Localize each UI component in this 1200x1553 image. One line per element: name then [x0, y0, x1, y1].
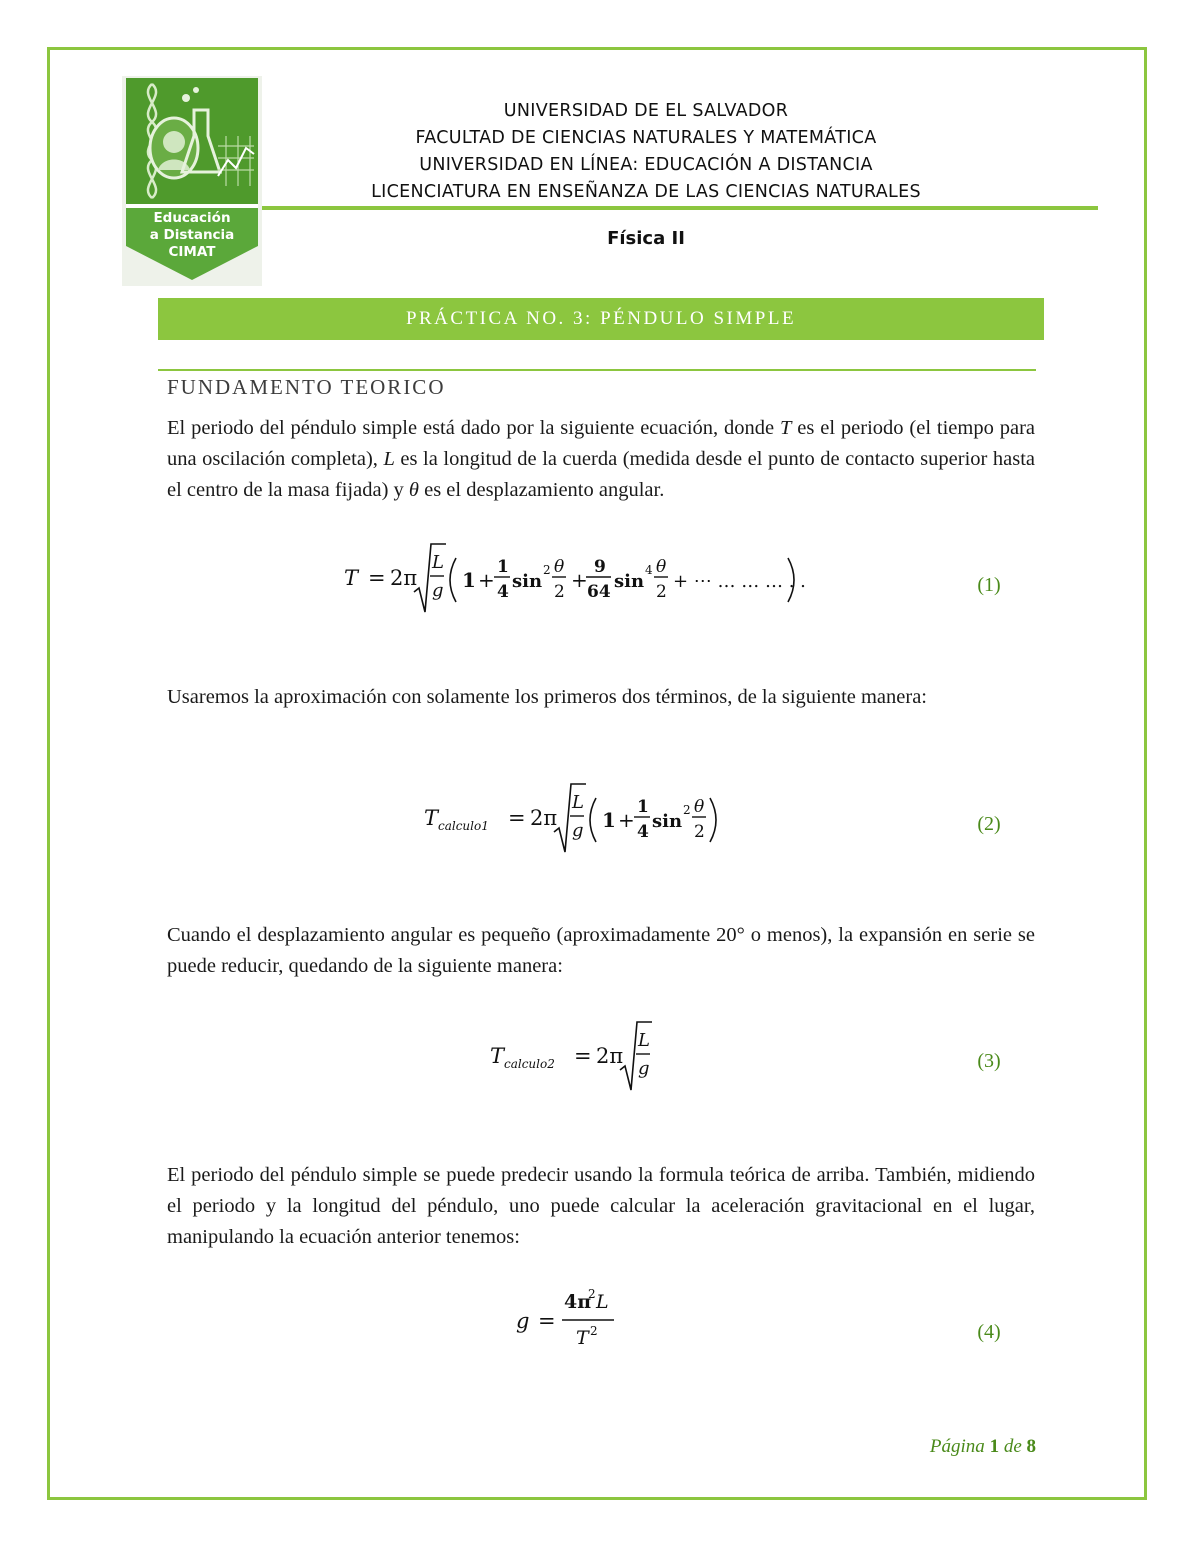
equation-2	[420, 770, 730, 860]
subject-title: Física II	[607, 228, 685, 249]
eq1-lhs: T	[344, 566, 359, 590]
eq3-g: g	[638, 1058, 650, 1079]
eq4-equals: =	[538, 1309, 556, 1333]
page-number	[870, 1436, 1036, 1458]
page-of-word: de	[1003, 1436, 1022, 1457]
eq1-equals: =	[368, 566, 386, 590]
paragraph-1	[167, 413, 1035, 506]
paragraph-2: Usaremos la aproximación con solamente los primeros dos términos, de la siguiente manera:	[167, 686, 928, 708]
page-word: Página	[929, 1436, 985, 1457]
eq4-den-exp: 2	[590, 1324, 598, 1338]
p1-var-T: T	[780, 417, 792, 439]
eq3-L: L	[638, 1030, 650, 1051]
equation-1	[330, 530, 810, 620]
eq1-plus-1: +	[478, 568, 495, 592]
cimat-logo	[122, 76, 262, 286]
eq2-frac-num: 1	[637, 797, 649, 817]
eq1-frac1-num: 1	[497, 557, 509, 577]
page-current: 1	[989, 1436, 1000, 1457]
eq4-num: 4π	[564, 1291, 592, 1313]
equation-4	[510, 1280, 630, 1360]
eq3-lhs: T	[490, 1044, 505, 1068]
eq2-L: L	[572, 792, 584, 813]
eq3-subscript: calculo2	[504, 1057, 555, 1071]
eq2-one: 1	[602, 808, 616, 832]
eq1-frac2-den: 64	[587, 582, 611, 602]
eq1-frac2-num: 9	[594, 557, 606, 577]
equation-4-number: (4)	[977, 1321, 1001, 1343]
eq1-sin-2: sin	[614, 571, 645, 592]
header-divider	[262, 206, 1098, 210]
eq2-equals: =	[508, 806, 526, 830]
eq2-two-pi: 2π	[530, 806, 558, 830]
eq2-plus: +	[618, 808, 635, 832]
p1-var-theta: θ	[408, 479, 419, 501]
eq1-half-1: 2	[554, 582, 565, 602]
p1-text-a: El periodo del péndulo simple está dado por la siguiente ecuación, donde	[167, 417, 781, 439]
eq1-half-2: 2	[656, 582, 667, 602]
eq1-frac1-den: 4	[497, 582, 509, 602]
paragraph-3: Cuando el desplazamiento angular es pequeño (aproximadamente 20° o menos), la expansión en serie se puede reducir, quedando de la siguiente manera:	[167, 924, 1035, 977]
section-title: FUNDAMENTO TEORICO	[167, 375, 446, 399]
logo-line-3: CIMAT	[168, 244, 216, 260]
eq2-exp-2: 2	[683, 803, 691, 817]
eq2-half: 2	[694, 822, 705, 842]
eq4-den: T	[576, 1327, 589, 1349]
eq1-sin-1: sin	[512, 571, 543, 592]
eq2-g: g	[572, 820, 584, 841]
p1-text-b: es el periodo (el tiempo para una oscilación completa),	[167, 417, 1035, 470]
p1-text-c: es la longitud de la cuerda (medida desde el punto de contacto superior hasta el centro de la masa fijada) y	[167, 448, 1036, 501]
logo-caption	[122, 210, 262, 261]
eq1-tail: + ⋯ … … … . .	[673, 571, 806, 592]
eq4-num-L: L	[596, 1291, 609, 1313]
logo-line-1: Educación	[153, 210, 231, 226]
eq1-plus-2: +	[571, 568, 588, 592]
header-line-1: UNIVERSIDAD DE EL SALVADOR	[503, 101, 789, 121]
eq2-theta: θ	[694, 797, 705, 817]
eq1-g: g	[432, 580, 444, 601]
page-total: 8	[1026, 1436, 1036, 1457]
eq1-exp-4: 4	[645, 563, 653, 577]
eq2-lhs: T	[424, 806, 439, 830]
header-line-2: FACULTAD DE CIENCIAS NATURALES Y MATEMÁTICA	[415, 128, 877, 148]
eq1-theta-1: θ	[554, 557, 565, 577]
eq2-subscript: calculo1	[438, 819, 489, 833]
equation-2-number: (2)	[977, 813, 1001, 835]
eq3-two-pi: 2π	[596, 1044, 624, 1068]
eq4-num-exp: 2	[588, 1287, 596, 1301]
header-line-4: LICENCIATURA EN ENSEÑANZA DE LAS CIENCIAS NATURALES	[371, 182, 921, 202]
equation-1-number: (1)	[977, 574, 1001, 596]
eq1-exp-2: 2	[543, 563, 551, 577]
eq4-lhs: g	[516, 1309, 530, 1333]
institution-header	[290, 98, 1002, 206]
eq3-equals: =	[574, 1044, 592, 1068]
section-divider	[158, 369, 1036, 371]
eq2-frac-den: 4	[637, 822, 649, 842]
equation-3-number: (3)	[977, 1050, 1001, 1072]
paragraph-4: El periodo del péndulo simple se puede predecir usando la formula teórica de arriba. También, midiendo el periodo y la longitud del péndulo, uno puede calcular la aceleración gravitacional en el lugar, manipulando la ecuación anterior tenemos:	[167, 1164, 1035, 1248]
eq1-L: L	[432, 552, 444, 573]
p1-text-d: es el desplazamiento angular.	[418, 479, 665, 501]
equation-3	[486, 1008, 666, 1098]
header-line-3: UNIVERSIDAD EN LÍNEA: EDUCACIÓN A DISTANCIA	[419, 155, 873, 175]
eq1-theta-2: θ	[656, 557, 667, 577]
logo-line-2: a Distancia	[149, 227, 235, 243]
p1-var-L: L	[383, 448, 395, 470]
eq2-sin: sin	[652, 811, 683, 832]
eq1-one: 1	[462, 568, 476, 592]
practice-banner: PRÁCTICA NO. 3: PÉNDULO SIMPLE	[158, 298, 1044, 340]
eq1-two-pi: 2π	[390, 566, 418, 590]
